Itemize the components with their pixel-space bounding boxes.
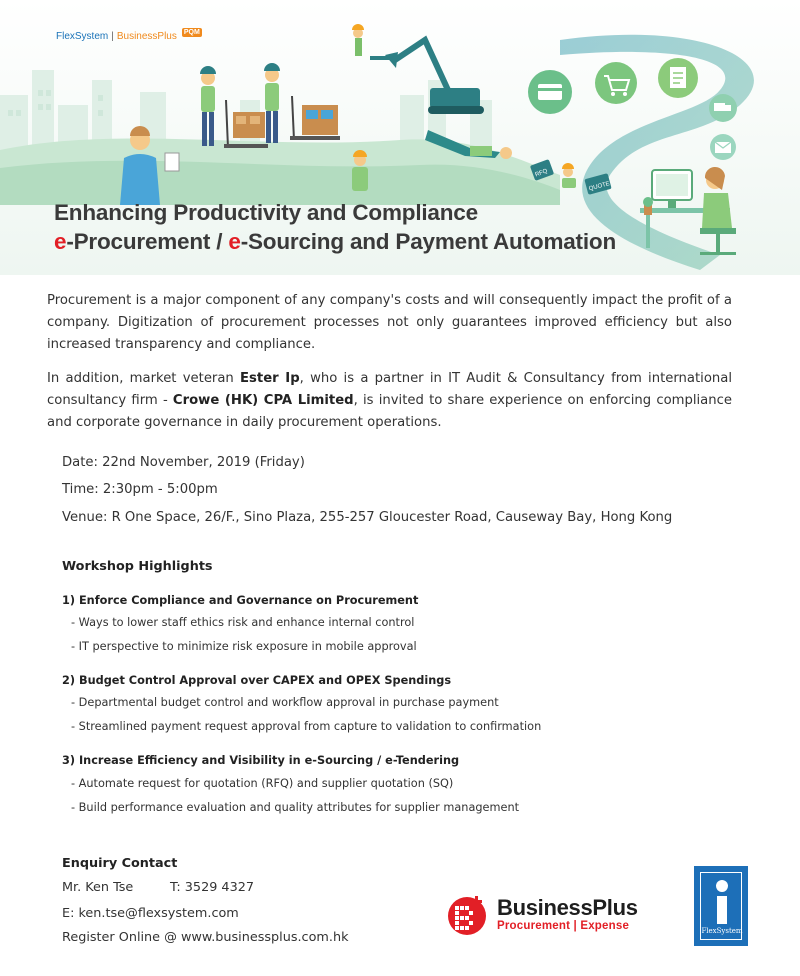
document-icon — [658, 58, 698, 98]
intro-paragraph-1: Procurement is a major component of any company's costs and will consequently impact the profit of a company. Digitization of procurement processes not only guarantees improved efficiency but also increased transparency and compliance. — [47, 293, 732, 352]
title-e-prefix-1: e — [54, 229, 67, 254]
delivery-truck-icon — [709, 94, 737, 122]
brand-separator: | — [111, 31, 114, 42]
header-banner — [0, 0, 800, 275]
shopping-cart-icon — [595, 62, 637, 104]
businessplus-logo-tagline: Procurement | Expense — [497, 920, 630, 932]
speaker-name: Ester Ip — [240, 371, 300, 386]
highlight-section-3-heading: 3) Increase Efficiency and Visibility in e-Sourcing / e-Tendering — [62, 754, 460, 767]
contact-name: Mr. Ken Tse — [62, 880, 134, 895]
highlight-section-2-heading: 2) Budget Control Approval over CAPEX and OPEX Spendings — [62, 674, 452, 687]
page-title-line1: Enhancing Productivity and Compliance — [54, 200, 478, 225]
businessplus-b-icon — [445, 892, 489, 936]
intro-p2-text-c: , is invited to share experience on enforcing compliance and corporate governance in daily procurement operations. — [47, 393, 732, 430]
businessplus-logo-name: BusinessPlus — [497, 895, 638, 920]
highlight-section-2-item-1: - Departmental budget control and workflow approval in purchase payment — [71, 696, 499, 709]
highlight-section-1-heading: 1) Enforce Compliance and Governance on Procurement — [62, 594, 419, 607]
intro-p2-text-b: , who is a partner in IT Audit & Consultancy from international consultancy firm - — [47, 371, 732, 408]
contact-phone: T: 3529 4327 — [170, 880, 254, 895]
event-time: Time: 2:30pm - 5:00pm — [62, 482, 218, 497]
payment-card-icon — [528, 70, 572, 114]
brand-businessplus: BusinessPlus — [116, 31, 177, 42]
highlight-section-2-item-2: - Streamlined payment request approval from capture to validation to confirmation — [71, 720, 542, 733]
title-procurement-text: -Procurement / — [66, 229, 229, 254]
enquiry-contact-title: Enquiry Contact — [62, 856, 178, 871]
contact-email: E: ken.tse@flexsystem.com — [62, 906, 239, 921]
info-i-dot — [716, 880, 728, 892]
info-i-stem — [717, 896, 727, 924]
event-venue: Venue: R One Space, 26/F., Sino Plaza, 255-257 Gloucester Road, Causeway Bay, Hong Kong — [62, 510, 673, 525]
event-date: Date: 22nd November, 2019 (Friday) — [62, 455, 305, 470]
register-online-link[interactable]: Register Online @ www.businessplus.com.hk — [62, 930, 349, 945]
flexsystem-logo-frame — [700, 872, 742, 940]
brand-header — [56, 31, 202, 42]
page-title-line2 — [54, 229, 616, 255]
title-e-prefix-2: e — [228, 229, 241, 254]
highlight-section-1-item-1: - Ways to lower staff ethics risk and enhance internal control — [71, 616, 415, 629]
businessplus-logo — [445, 888, 645, 940]
brand-pqm-badge: PQM — [183, 29, 200, 36]
rfq-label: RFQ — [534, 168, 549, 179]
title-sourcing-text: -Sourcing and Payment Automation — [240, 229, 616, 254]
flexsystem-logo — [694, 866, 748, 946]
highlight-section-3-item-2: - Build performance evaluation and quality attributes for supplier management — [71, 801, 520, 814]
consultancy-firm-name: Crowe (HK) CPA Limited — [172, 393, 354, 408]
brand-flexsystem: FlexSystem — [56, 31, 109, 42]
highlight-section-3-item-1: - Automate request for quotation (RFQ) and supplier quotation (SQ) — [71, 777, 454, 790]
workshop-highlights-title: Workshop Highlights — [62, 559, 213, 574]
crouching-worker — [352, 150, 368, 191]
intro-paragraph-2 — [47, 368, 732, 434]
quote-label: QUOTE — [588, 181, 611, 193]
highlight-section-1-item-2: - IT perspective to minimize risk exposure in mobile approval — [71, 640, 417, 653]
flexsystem-logo-text: FlexSystem — [701, 927, 743, 935]
intro-p2-text-a: In addition, market veteran — [47, 371, 241, 386]
mail-icon — [710, 134, 736, 160]
